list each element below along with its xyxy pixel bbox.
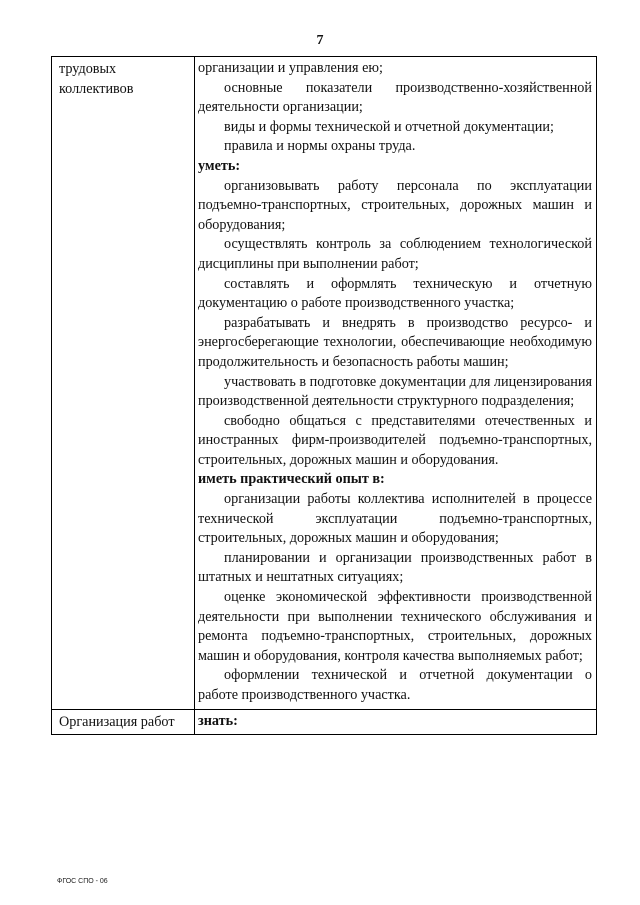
- table-row: [52, 709, 597, 735]
- list-item: составлять и оформлять техническую и отчетную документацию о работе производственного участка;: [198, 275, 592, 312]
- list-item: правила и нормы охраны труда.: [224, 138, 416, 155]
- table-row: [52, 57, 597, 710]
- experience-heading: иметь практический опыт в:: [198, 471, 385, 488]
- left-label-text: трудовых коллективов: [59, 61, 134, 97]
- competency-table: [51, 56, 597, 735]
- list-item: свободно общаться с представителями отечественных и иностранных фирм-производителей подъемно-транспортных, строительных, дорожных машин и оборудования.: [198, 412, 592, 468]
- right-cell-content: [195, 57, 597, 710]
- right-cell-content: [195, 709, 597, 735]
- knowledge-list: [198, 59, 592, 157]
- list-item: основные показатели производственно-хозяйственной деятельности организации;: [198, 79, 592, 116]
- list-item: организовывать работу персонала по эксплуатации подъемно-транспортных, строительных, дорожных машин и оборудования;: [198, 177, 592, 233]
- list-item: организации и управления ею;: [198, 60, 383, 76]
- list-item: оформлении технической и отчетной документации о работе производственного участка.: [198, 667, 592, 703]
- left-label-text: Организация работ: [59, 713, 175, 730]
- skills-list: [198, 177, 592, 471]
- umet-heading: уметь:: [198, 157, 241, 174]
- footer-standard-code: ФГОС СПО - 06: [57, 878, 108, 885]
- left-cell-label: [52, 709, 195, 735]
- list-item: разрабатывать и внедрять в производство ресурсо- и энергосберегающие технологии, обеспечивающие необходимую продолжительность и безопасность работы машин;: [198, 314, 592, 370]
- list-item: осуществлять контроль за соблюдением технологической дисциплины при выполнении работ;: [198, 236, 592, 272]
- page-number: 7: [316, 33, 324, 48]
- experience-list: [198, 490, 592, 706]
- znat-heading: знать:: [198, 712, 238, 729]
- list-item: планировании и организации производственных работ в штатных и нештатных ситуациях;: [198, 549, 592, 586]
- list-item: участвовать в подготовке документации для лицензирования производственной деятельности структурного подразделения;: [198, 373, 592, 410]
- left-cell-label: [52, 57, 195, 710]
- list-item: организации работы коллектива исполнителей в процессе технической эксплуатации подъемно-транспортных, строительных, дорожных машин и оборудования;: [198, 491, 592, 547]
- list-item: виды и формы технической и отчетной документации;: [224, 118, 554, 135]
- list-item: оценке экономической эффективности производственной деятельности при выполнении технического обслуживания и ремонта подъемно-транспортных, строительных, дорожных машин и оборудования, контроля качества выполняемых работ;: [198, 589, 592, 664]
